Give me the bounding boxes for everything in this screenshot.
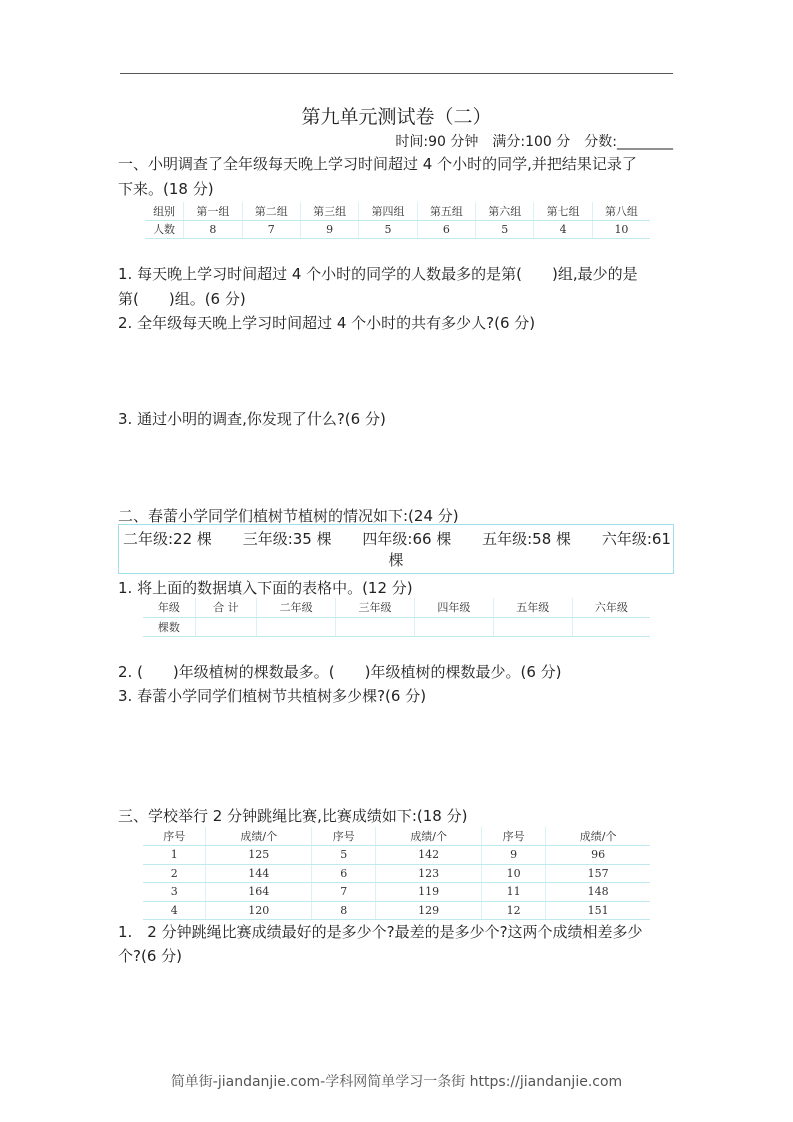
table-row xyxy=(143,617,650,636)
table-cell: 9 xyxy=(481,846,545,865)
table-cell xyxy=(257,617,336,636)
s1-question-1-cont: 第( )组。(6 分) xyxy=(118,290,246,308)
table-cell: 6 xyxy=(417,220,475,238)
table-header-row xyxy=(143,827,650,846)
table-cell: 四年级 xyxy=(414,598,493,617)
s2-question-3: 3. 春蕾小学同学们植树节共植树多少棵?(6 分) xyxy=(118,687,427,705)
table-cell: 129 xyxy=(376,901,482,920)
group-table xyxy=(145,202,650,239)
table-cell xyxy=(195,617,256,636)
table-cell: 7 xyxy=(242,220,300,238)
section1-heading-cont: 下来。(18 分) xyxy=(118,180,214,198)
table-cell: 148 xyxy=(546,883,650,902)
table-cell: 第四组 xyxy=(359,202,417,220)
table-row xyxy=(143,864,650,883)
table-cell: 96 xyxy=(546,846,650,865)
table-cell: 6 xyxy=(312,864,376,883)
table-cell: 第二组 xyxy=(242,202,300,220)
table-cell: 三年级 xyxy=(336,598,415,617)
s3-question-1-cont: 个?(6 分) xyxy=(118,947,182,965)
table-row xyxy=(143,883,650,902)
table-cell: 151 xyxy=(546,901,650,920)
table-cell: 合 计 xyxy=(195,598,256,617)
table-cell: 9 xyxy=(300,220,358,238)
table-cell: 3 xyxy=(143,883,206,902)
table-cell: 123 xyxy=(376,864,482,883)
table-cell: 第三组 xyxy=(300,202,358,220)
table-cell: 五年级 xyxy=(493,598,572,617)
table-cell: 4 xyxy=(143,901,206,920)
section2-heading: 二、春蕾小学同学们植树节植树的情况如下:(24 分) xyxy=(118,507,459,525)
table-cell xyxy=(493,617,572,636)
s3-question-1: 1. 2 分钟跳绳比赛成绩最好的是多少个?最差的是多少个?这两个成绩相差多少 xyxy=(118,923,643,941)
s1-question-1: 1. 每天晚上学习时间超过 4 个小时的同学的人数最多的是第( )组,最少的是 xyxy=(118,265,638,283)
table-cell xyxy=(336,617,415,636)
table-cell: 成绩/个 xyxy=(546,827,650,846)
s2-question-1: 1. 将上面的数据填入下面的表格中。(12 分) xyxy=(118,579,413,597)
box-item: 二年级:22 棵 xyxy=(123,530,212,548)
table-header-row xyxy=(143,598,650,617)
table-cell: 5 xyxy=(312,846,376,865)
table-cell: 第八组 xyxy=(592,202,650,220)
table-cell: 2 xyxy=(143,864,206,883)
table-cell: 人数 xyxy=(145,220,184,238)
table-cell: 119 xyxy=(376,883,482,902)
table-row xyxy=(143,846,650,865)
table-cell: 7 xyxy=(312,883,376,902)
table-cell: 第七组 xyxy=(534,202,592,220)
table-cell: 二年级 xyxy=(257,598,336,617)
tree-data-box xyxy=(118,524,674,574)
table-cell: 1 xyxy=(143,846,206,865)
table-cell xyxy=(572,617,650,636)
table-cell: 组别 xyxy=(145,202,184,220)
tree-table xyxy=(143,598,650,637)
table-cell: 164 xyxy=(206,883,312,902)
table-cell: 11 xyxy=(481,883,545,902)
table-cell: 5 xyxy=(476,220,534,238)
table-cell: 8 xyxy=(184,220,242,238)
box-item: 三年级:35 棵 xyxy=(242,530,332,548)
table-row xyxy=(145,220,650,238)
table-cell: 10 xyxy=(481,864,545,883)
page-title: 第九单元测试卷（二） xyxy=(301,106,492,128)
s2-question-2: 2. ( )年级植树的棵数最多。( )年级植树的棵数最少。(6 分) xyxy=(118,663,562,681)
table-cell: 成绩/个 xyxy=(206,827,312,846)
table-cell: 12 xyxy=(481,901,545,920)
table-cell: 年级 xyxy=(143,598,195,617)
table-cell: 5 xyxy=(359,220,417,238)
top-rule xyxy=(120,73,673,74)
table-cell: 142 xyxy=(376,846,482,865)
table-cell: 157 xyxy=(546,864,650,883)
footer-watermark: 简单街-jiandanjie.com-学科网简单学习一条街 https://jiandanjie.com xyxy=(170,1074,623,1090)
table-cell: 8 xyxy=(312,901,376,920)
s1-question-2: 2. 全年级每天晚上学习时间超过 4 个小时的共有多少人?(6 分) xyxy=(118,314,536,332)
table-cell: 棵数 xyxy=(143,617,195,636)
table-cell: 10 xyxy=(592,220,650,238)
table-cell: 第五组 xyxy=(417,202,475,220)
table-cell: 第六组 xyxy=(476,202,534,220)
table-cell xyxy=(414,617,493,636)
jump-rope-table xyxy=(143,827,650,920)
table-row xyxy=(143,901,650,920)
table-header-row xyxy=(145,202,650,220)
section3-heading: 三、学校举行 2 分钟跳绳比赛,比赛成绩如下:(18 分) xyxy=(118,807,468,825)
table-cell: 125 xyxy=(206,846,312,865)
table-cell: 序号 xyxy=(481,827,545,846)
table-cell: 成绩/个 xyxy=(376,827,482,846)
box-item: 五年级:58 棵 xyxy=(482,530,572,548)
table-cell: 序号 xyxy=(312,827,376,846)
s1-question-3: 3. 通过小明的调查,你发现了什么?(6 分) xyxy=(118,410,386,428)
box-item: 六年级:61 xyxy=(601,530,671,548)
table-cell: 4 xyxy=(534,220,592,238)
table-cell: 120 xyxy=(206,901,312,920)
box-wrap: 棵 xyxy=(388,551,404,569)
table-cell: 144 xyxy=(206,864,312,883)
table-cell: 第一组 xyxy=(184,202,242,220)
box-item: 四年级:66 棵 xyxy=(362,530,452,548)
exam-meta: 时间:90 分钟 满分:100 分 分数:________ xyxy=(395,134,673,150)
table-cell: 序号 xyxy=(143,827,206,846)
table-cell: 六年级 xyxy=(572,598,650,617)
section1-heading: 一、小明调查了全年级每天晚上学习时间超过 4 个小时的同学,并把结果记录了 xyxy=(118,155,637,173)
